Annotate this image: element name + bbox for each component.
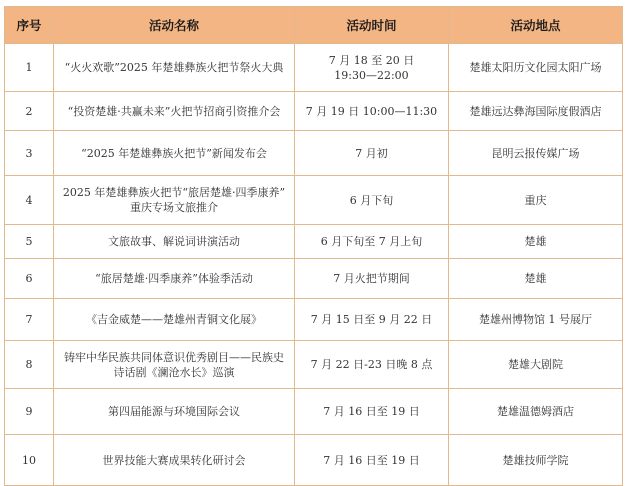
row-no: 5 (5, 225, 54, 259)
activity-schedule (4, 6, 622, 486)
table-row (5, 225, 623, 259)
row-place: 楚雄太阳历文化园太阳广场 (449, 44, 623, 92)
row-time-text: 7 月 16 日至 19 日 (323, 405, 420, 418)
row-place: 重庆 (449, 176, 623, 225)
row-name-text: 文旅故事、解说词讲演活动 (108, 235, 240, 248)
row-time-text: 6 月下旬至 7 月上旬 (320, 235, 423, 248)
row-time (295, 299, 449, 341)
row-time-text: 7 月 16 日至 19 日 (323, 453, 420, 467)
row-time-text: 7 月 15 日至 9 月 22 日 (310, 313, 433, 326)
row-time-text: 7 月 22 日-23 日晚 8 点 (310, 358, 433, 371)
table-row (5, 299, 623, 341)
row-time-text: 7 月 19 日 10:00—11:30 (305, 104, 438, 118)
table-row (5, 92, 623, 131)
row-name-text: 2025 年楚雄彝族火把节“旅居楚雄·四季康养” 重庆专场文旅推介 (62, 186, 286, 214)
row-no: 1 (5, 44, 54, 92)
header-name: 活动名称 (54, 7, 295, 44)
row-name (54, 92, 295, 131)
table-row (5, 131, 623, 176)
row-time (295, 389, 449, 435)
row-time-text: 7 月初 (355, 146, 388, 160)
row-no: 6 (5, 259, 54, 299)
row-place: 楚雄州博物馆 1 号展厅 (449, 299, 623, 341)
row-place: 楚雄 (449, 259, 623, 299)
row-name-text: “火火欢歌”2025 年楚雄彝族火把节祭火大典 (64, 61, 284, 74)
row-place: 楚雄远达彝海国际度假酒店 (449, 92, 623, 131)
row-time (295, 259, 449, 299)
row-name (54, 435, 295, 486)
header-place: 活动地点 (449, 7, 623, 44)
activity-table (4, 6, 623, 486)
row-time-text: 7 月 18 至 20 日 19:30—22:00 (328, 53, 415, 82)
row-name-text: 世界技能大赛成果转化研讨会 (102, 453, 246, 467)
header-time: 活动时间 (295, 7, 449, 44)
row-name (54, 389, 295, 435)
row-no: 4 (5, 176, 54, 225)
row-no: 9 (5, 389, 54, 435)
row-name (54, 176, 295, 225)
row-name (54, 341, 295, 389)
row-time (295, 341, 449, 389)
row-no: 8 (5, 341, 54, 389)
row-name (54, 225, 295, 259)
row-no: 7 (5, 299, 54, 341)
row-time (295, 176, 449, 225)
row-name-text: 铸牢中华民族共同体意识优秀剧目——民族史 诗话剧《澜沧水长》巡演 (64, 350, 284, 379)
header-no: 序号 (5, 7, 54, 44)
row-name-text: “投资楚雄·共赢未来”火把节招商引资推介会 (67, 104, 281, 118)
row-time (295, 131, 449, 176)
row-name (54, 44, 295, 92)
row-name (54, 131, 295, 176)
row-no: 3 (5, 131, 54, 176)
row-time (295, 92, 449, 131)
row-name-text: 第四届能源与环境国际会议 (108, 405, 240, 418)
row-name-text: “旅居楚雄·四季康养”体验季活动 (95, 272, 253, 285)
row-name-text: 《吉金威楚——楚雄州青铜文化展》 (86, 313, 262, 326)
row-name (54, 299, 295, 341)
row-no: 10 (5, 435, 54, 486)
row-no: 2 (5, 92, 54, 131)
table-row (5, 435, 623, 486)
table-row (5, 44, 623, 92)
row-name (54, 259, 295, 299)
row-place: 楚雄大剧院 (449, 341, 623, 389)
row-name-text: “2025 年楚雄彝族火把节”新闻发布会 (81, 146, 267, 160)
row-time-text: 7 月火把节期间 (333, 272, 410, 285)
table-row (5, 176, 623, 225)
row-place: 楚雄 (449, 225, 623, 259)
header-row (5, 7, 623, 44)
row-time (295, 435, 449, 486)
row-place: 楚雄技师学院 (449, 435, 623, 486)
row-place: 昆明云报传媒广场 (449, 131, 623, 176)
row-time-text: 6 月下旬 (349, 193, 394, 207)
row-time (295, 44, 449, 92)
table-row (5, 389, 623, 435)
row-time (295, 225, 449, 259)
table-row (5, 341, 623, 389)
table-row (5, 259, 623, 299)
row-place: 楚雄温德姆酒店 (449, 389, 623, 435)
